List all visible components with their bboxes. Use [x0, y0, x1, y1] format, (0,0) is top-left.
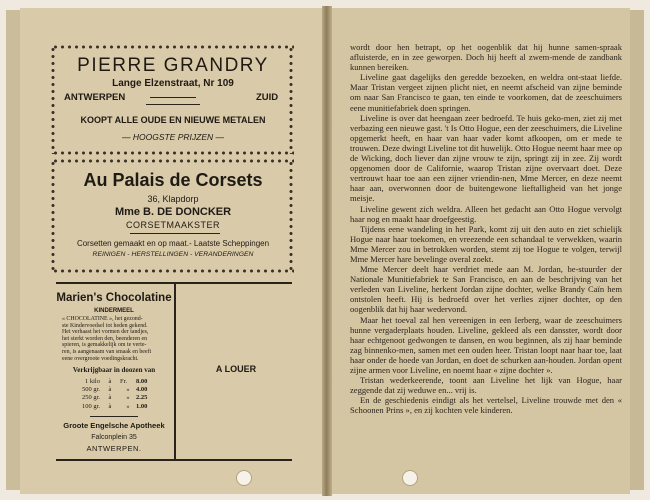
dotted-border-right [288, 46, 294, 154]
marien-divider [90, 416, 138, 417]
corsets-line1: Corsetten gemaakt en op maat.- Laatste Scheppingen [76, 239, 270, 248]
grandry-zuid: ZUID [256, 92, 279, 103]
marien-price-heading: Verkrijgbaar in doozen van [72, 366, 156, 374]
dotted-border-bottom [52, 150, 294, 156]
grandry-divider-b [146, 104, 200, 105]
corsets-owner: Mme B. DE DONCKER [114, 206, 232, 218]
marien-price-table [68, 378, 147, 411]
paragraph: Maar het toeval zal hen vereenigen in een Ierberg, waar de zeeschuimers hunne vergaderplaats houden. Liveline, gekleed als een dansster, wordt door haar echtgenoot gedwongen te dansen, en wou beginnen, als zij haar beminde zag binnenko-men, samen met een ouden heer. Tristan loopt naar haar toe, laat haar onder de hoede van Jordan, en doet de schurken aan-houden. Jordan opent zijne armen voor Liveline, en noemt haar « zijne dochter ». [350, 314, 622, 375]
marien-description: « CHOCOLATINE », het gezond- ste Kindervoedsel tot heden gekend. Het verhaast het vormen der tandjes, het sterkt worden den, beenderen en spieren, is gemakkelijk om te verte- ren, is aangenaam van smaak en beeft eene overgroote voedingskracht. [62, 316, 152, 362]
dotted-border-bottom [52, 268, 294, 274]
grandry-slogan: KOOPT ALLE OUDE EN NIEUWE METALEN [80, 115, 266, 125]
section-divider [174, 282, 176, 460]
paragraph: wordt door hen betrapt, op het oogenblik dat hij hunne samen-spraak afluisterde, en in zee geworpen. Doch hij heeft al zwem-mende de zandbank kunnen bereiken. [350, 42, 622, 73]
paragraph: Tijdens eene wandeling in het Park, komt zij uit den auto en ziet schielijk Hogue naar haar toekomen, en vreezende een schandaal te verwekken, waarin Mme Mercer zou in betrokken worden, stemt zij toe Hogue te volgen, terwijl Mme Mercer hare bevelinge overal zoekt. [350, 223, 622, 264]
corsets-profession: CORSETMAAKSTER [125, 220, 220, 230]
dotted-border-left [50, 46, 56, 154]
grandry-divider-a [150, 97, 196, 98]
corsets-divider [130, 233, 220, 234]
section-rule-bottom [56, 459, 292, 461]
marien-title: Marien's Chocolatine [56, 292, 172, 304]
corsets-address: 36, Klapdorp [147, 194, 199, 204]
marien-pharmacy-city: ANTWERPEN. [86, 444, 142, 453]
binding-hole-right [402, 470, 418, 486]
paragraph: En de geschiedenis eindigt als het vertelsel, Liveline trouwde met den « Schoonen Prins », en zij kochten vele kinderen. [350, 395, 622, 416]
grandry-city: ANTWERPEN [64, 92, 126, 103]
price-row: 250 gr. à » 2.25 [81, 394, 148, 402]
dotted-border-top [52, 44, 294, 50]
marien-pharmacy-address: Falconplein 35 [91, 434, 137, 441]
grandry-prices: — HOOGSTE PRIJZEN — [121, 132, 224, 142]
price-row: 1 kilo à Fr. 8.00 [85, 378, 148, 385]
paragraph: Tristan wederkeerende, toont aan Liveline het lijk van Hogue, haar zeggende dat zij weduwe en... vrij is. [350, 375, 622, 396]
dotted-border-left [50, 160, 56, 272]
corsets-name: Au Palais de Corsets [83, 170, 263, 190]
paragraph: Mme Mercer deelt haar verdriet mede aan M. Jordan, be-stuurder der Nationale Munitiefabriek te San Francisco, en aan de beschrijving van het verleden van Liveline, herkent Jordan zijne dochter, welke Brandy Caïn hem ontstolen heeft. Hij is bedroefd over het verlies zijner dochter, op den oogenblik dat hij haar wedervond. [350, 264, 622, 315]
marien-pharmacy: Groote Engelsche Apotheek [63, 421, 165, 430]
dotted-border-top [52, 158, 294, 164]
binding-hole-left [236, 470, 252, 486]
corsets-line2: REINIGEN - HERSTELLINGEN - VERANDERINGEN [92, 251, 254, 258]
page-edge-right [630, 10, 644, 490]
grandry-address: Lange Elzenstraat, Nr 109 [112, 78, 234, 89]
grandry-name: PIERRE GRANDRY [77, 55, 269, 76]
paragraph: Liveline is over dat heengaan zeer bedroefd. Te huis geko-men, ziet zij met verbazing een nieuwe gast. 't Is Otto Hogue, een der zeeschuimers, die Liveline opgemerkt heeft, en haar van haar vader komt afkoopen, om er mede te trouwen. Deze dwingt Liveline tot dit huwelijk. Otto Hogue neemt haar mee op de Wicking, doch liever dan zijne vrouw te zijn, springt zij in zee. Zij wordt opgenomen door de Californie, waarop Tristan zijne overvaart doet. Deze vertrouwt haar toe aan een zijner vriendin-nen, Mme Mercer, en deze neemt haar aan, overwonnen door de buitengewone lieftalligheid van het jonge meisje. [350, 112, 623, 204]
book-gutter [322, 6, 332, 496]
price-row: 100 gr. à » 1.00 [81, 402, 148, 410]
story-text [350, 42, 622, 415]
page-edge-left [6, 10, 20, 490]
dotted-border-right [288, 160, 294, 272]
a-louer-label: A LOUER [215, 364, 257, 374]
marien-subtitle: KINDERMEEL [94, 308, 134, 314]
paragraph: Liveline gaat dagelijks den geredde bezoeken, en weldra ont-staat liefde. Maar Tristan vergeet zijnen plicht niet, en neemt afscheid van zijne beminde om naar San Francisco te gaan, ten einde te voorkomen, dat de zeeschuimers eene munitiefabriek doen springen. [350, 72, 622, 113]
price-row: 500 gr. à » 4.00 [81, 386, 148, 394]
paragraph: Liveline gewent zich weldra. Alleen het gedacht aan Otto Hogue vervolgt haar nog en maakt haar droefgeestig. [350, 203, 622, 224]
